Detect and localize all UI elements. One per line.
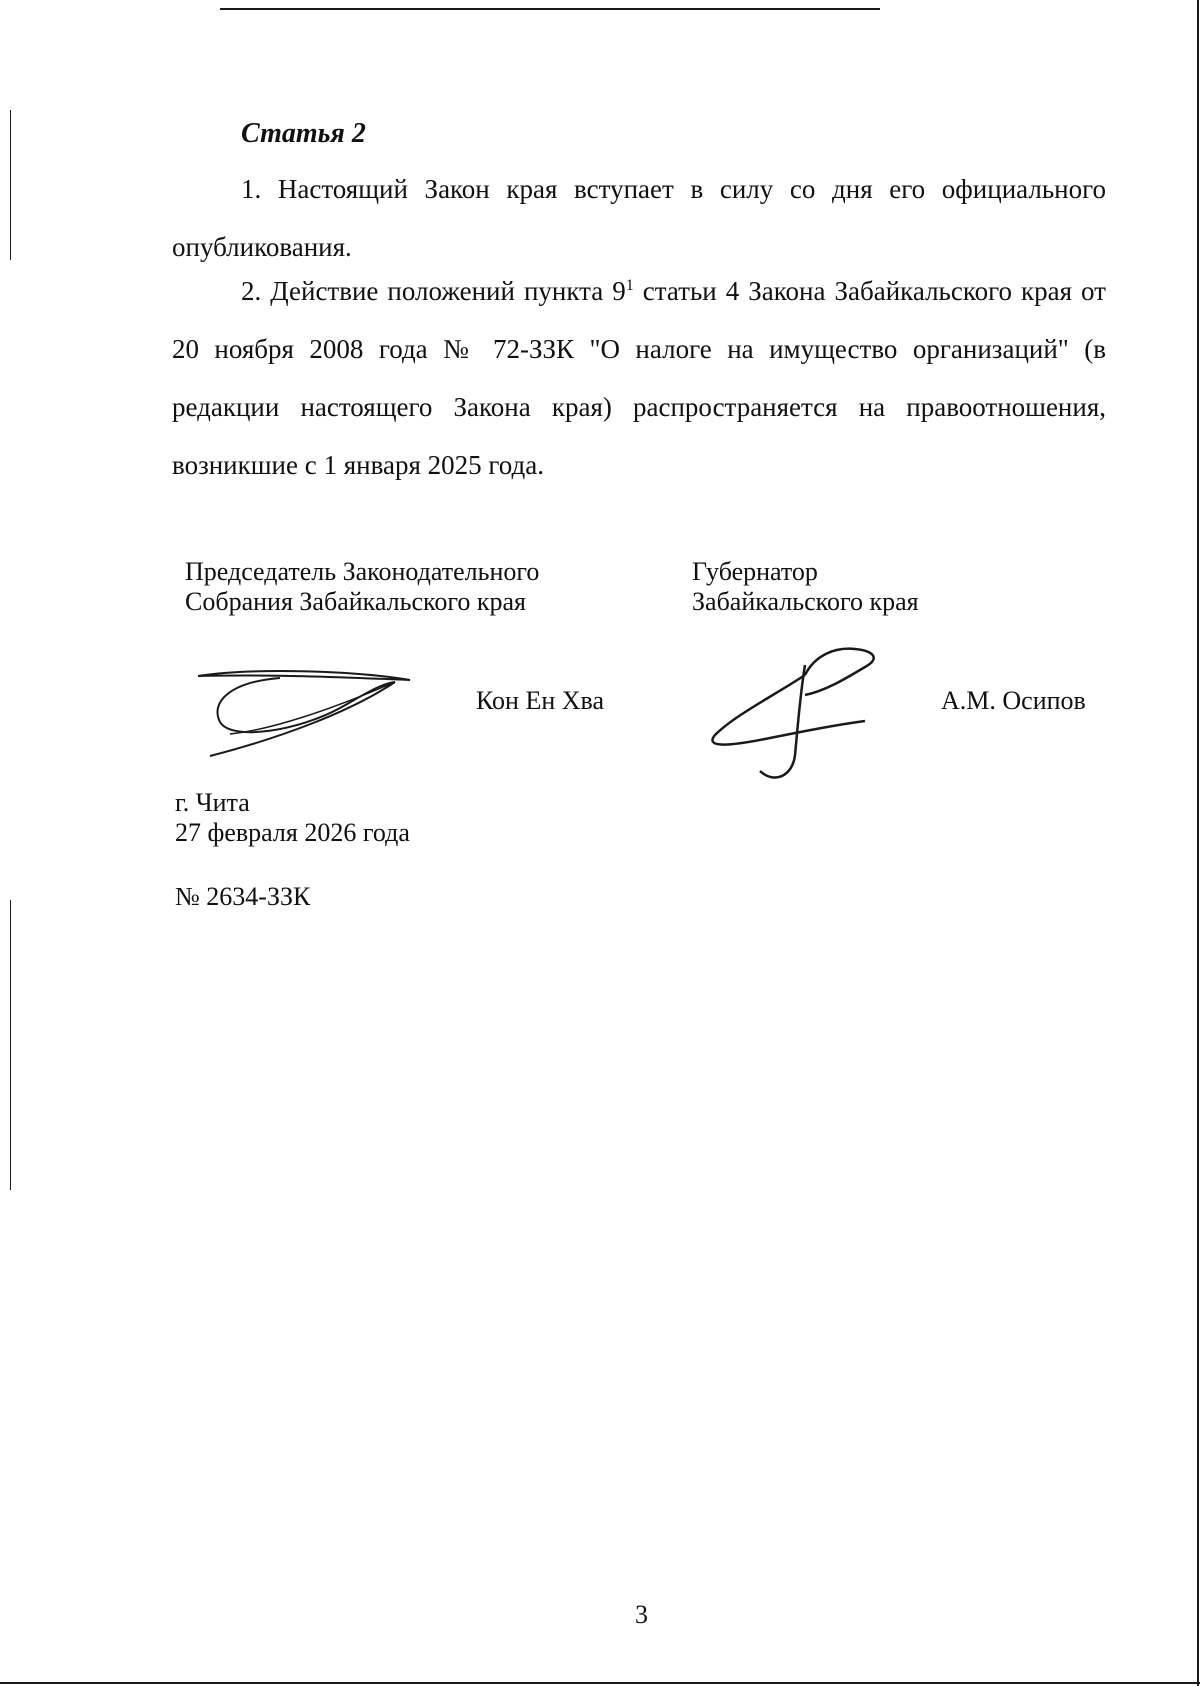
paragraph-2-text-start: 2. Действие положений пункта 9 xyxy=(241,276,626,306)
chairman-signature xyxy=(190,660,420,760)
paragraph-2-text-end: статьи 4 Закона Забайкальского края от 20 ноября 2008 года № 72-ЗЗК "О налоге на имущество организаций" (в редакции настоящего Закона края) распространяется на правоотношения, возникшие с 1 января 2025 года. xyxy=(172,276,1106,480)
law-number: № 2634-ЗЗК xyxy=(175,882,311,911)
scan-border-right xyxy=(1197,0,1199,1686)
governor-signature xyxy=(705,635,905,790)
governor-name: А.М. Осипов xyxy=(941,686,1086,715)
scan-border-top xyxy=(220,8,880,10)
signing-date: 27 февраля 2026 года xyxy=(175,818,410,847)
paragraph-1-text: 1. Настоящий Закон края вступает в силу со дня его официального опубликования. xyxy=(172,174,1106,262)
page-number: 3 xyxy=(635,1600,648,1629)
article-paragraph-2 xyxy=(172,262,1106,494)
article-paragraph-1 xyxy=(172,160,1106,276)
article-title: Статья 2 xyxy=(241,118,366,149)
chairman-title-line-2: Собрания Забайкальского края xyxy=(185,587,526,616)
chairman-title-line-1: Председатель Законодательного xyxy=(185,557,540,586)
governor-title-line-1: Губернатор xyxy=(692,557,818,586)
governor-title-line-2: Забайкальского края xyxy=(692,587,919,616)
paragraph-2-superscript: 1 xyxy=(625,277,634,294)
scan-border-left-mark-2 xyxy=(10,900,11,1190)
scan-border-bottom xyxy=(0,1682,1200,1684)
chairman-name: Кон Ен Хва xyxy=(476,686,605,715)
signing-city: г. Чита xyxy=(175,788,250,817)
scan-border-left-mark xyxy=(10,110,11,260)
